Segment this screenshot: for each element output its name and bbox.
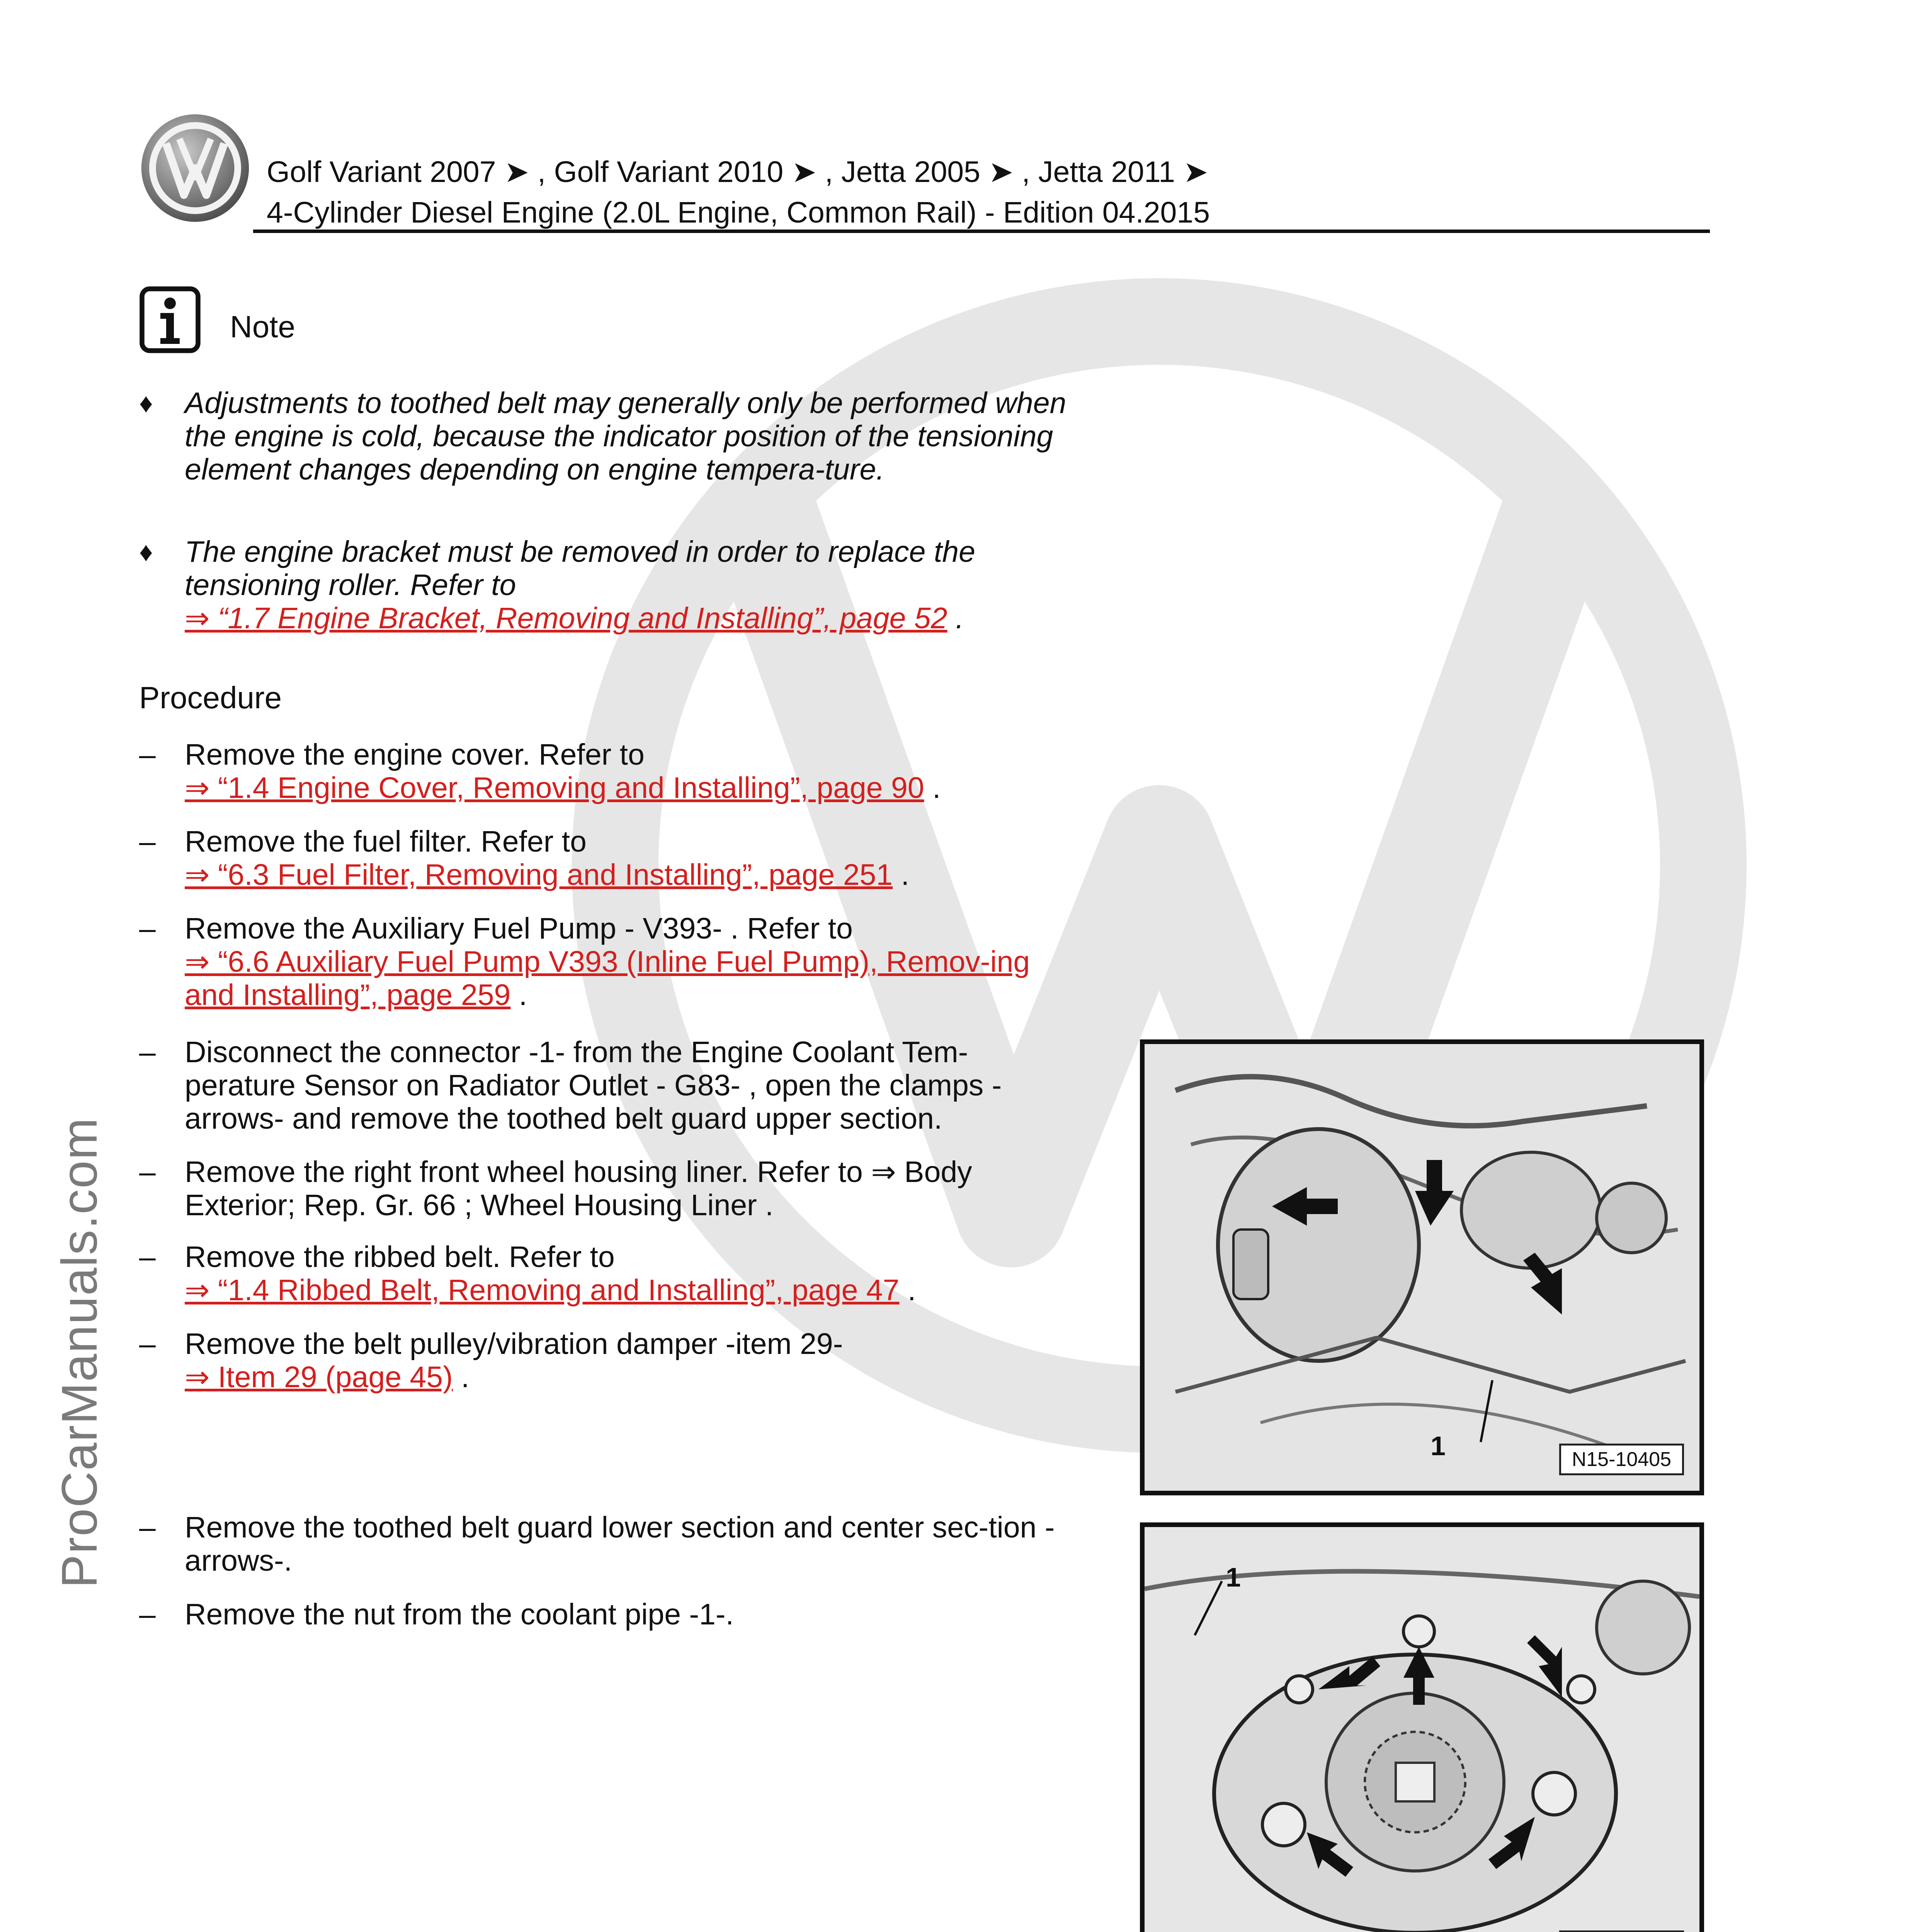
step-dash: – xyxy=(139,1327,156,1361)
figure-belt-guard-lower xyxy=(1140,1522,1704,1932)
engine-bracket-link[interactable]: ⇒ “1.7 Engine Bracket, Removing and Installing”, page 52 xyxy=(185,602,947,635)
procedure-step: Remove the Auxiliary Fuel Pump - V393- . Refer to ⇒ “6.6 Auxiliary Fuel Pump V393 (Inline Fuel Pump), Remov-ing and Installing”, page 259 . xyxy=(185,912,1030,1012)
note-item-text: Adjustments to toothed belt may generally only be performed when the engine is cold, because the indicator position of the tensioning element changes depending on engine tempera-ture. xyxy=(185,386,1067,486)
figure-belt-guard-upper xyxy=(1140,1039,1704,1495)
note-item-text: The engine bracket must be removed in order to replace the tensioning roller. Refer to xyxy=(185,535,975,602)
step-dash: – xyxy=(139,1240,156,1274)
step-dash: – xyxy=(139,1511,156,1544)
side-watermark: ProCarManuals.com xyxy=(51,1117,107,1588)
procedure-step: Remove the nut from the coolant pipe -1-. xyxy=(185,1598,734,1631)
header-models: Golf Variant 2007 ➤ , Golf Variant 2010 ➤ , Jetta 2005 ➤ , Jetta 2011 ➤ xyxy=(267,155,1208,189)
procedure-step: Remove the engine cover. Refer to ⇒ “1.4 Engine Cover, Removing and Installing”, page 90 . xyxy=(185,738,941,804)
procedure-step: Remove the ribbed belt. Refer to ⇒ “1.4 Ribbed Belt, Removing and Installing”, page 47 . xyxy=(185,1240,916,1307)
procedure-step: Remove the belt pulley/vibration damper -item 29- ⇒ Item 29 (page 45) . xyxy=(185,1327,843,1394)
figure-code xyxy=(1559,1930,1684,1932)
header-divider xyxy=(253,230,1710,233)
step-dash: – xyxy=(139,1036,156,1069)
item-29-link[interactable]: ⇒ Item 29 (page 45) xyxy=(185,1361,453,1394)
engine-cover-link[interactable]: ⇒ “1.4 Engine Cover, Removing and Installing”, page 90 xyxy=(185,771,924,804)
bullet-diamond: ♦ xyxy=(139,537,153,567)
note-item: The engine bracket must be removed in order to replace the tensioning roller. Refer to ⇒ “1.7 Engine Bracket, Removing and Installing”, page 52 . xyxy=(185,535,975,635)
step-dash: – xyxy=(139,738,156,771)
bullet-diamond: ♦ xyxy=(139,388,153,418)
procedure-step: Remove the toothed belt guard lower section and center sec-tion -arrows-. xyxy=(185,1511,1055,1577)
figure-callout: 1 xyxy=(1226,1562,1241,1592)
ribbed-belt-link[interactable]: ⇒ “1.4 Ribbed Belt, Removing and Installing”, page 47 xyxy=(185,1274,900,1307)
note-label: Note xyxy=(230,310,295,344)
step-dash: – xyxy=(139,1598,156,1631)
step-dash: – xyxy=(139,1155,156,1189)
info-icon xyxy=(139,286,201,354)
engine-illustration xyxy=(1145,1044,1699,1491)
header-engine: 4-Cylinder Diesel Engine (2.0L Engine, Common Rail) - Edition 04.2015 xyxy=(267,196,1210,229)
figure-code: N15-10405 xyxy=(1559,1444,1684,1475)
procedure-step: Remove the fuel filter. Refer to ⇒ “6.3 Fuel Filter, Removing and Installing”, page 251 . xyxy=(185,825,910,891)
vw-logo xyxy=(139,112,251,224)
procedure-step: Remove the right front wheel housing liner. Refer to ⇒ Body Exterior; Rep. Gr. 66 ; Wheel Housing Liner . xyxy=(185,1155,972,1222)
step-dash: – xyxy=(139,825,156,858)
step-dash: – xyxy=(139,912,156,945)
aux-fuel-pump-link[interactable]: ⇒ “6.6 Auxiliary Fuel Pump V393 (Inline Fuel Pump), Remov-ing and Installing”, page 259 xyxy=(185,945,1030,1012)
note-item xyxy=(185,386,1112,486)
procedure-heading: Procedure xyxy=(139,680,282,715)
fuel-filter-link[interactable]: ⇒ “6.3 Fuel Filter, Removing and Installing”, page 251 xyxy=(185,858,893,891)
figure-callout: 1 xyxy=(1431,1431,1446,1461)
procedure-step: Disconnect the connector -1- from the Engine Coolant Tem-perature Sensor on Radiator Outlet - G83- , open the clamps -arrows- and remove the toothed belt guard upper section. xyxy=(185,1036,1002,1135)
